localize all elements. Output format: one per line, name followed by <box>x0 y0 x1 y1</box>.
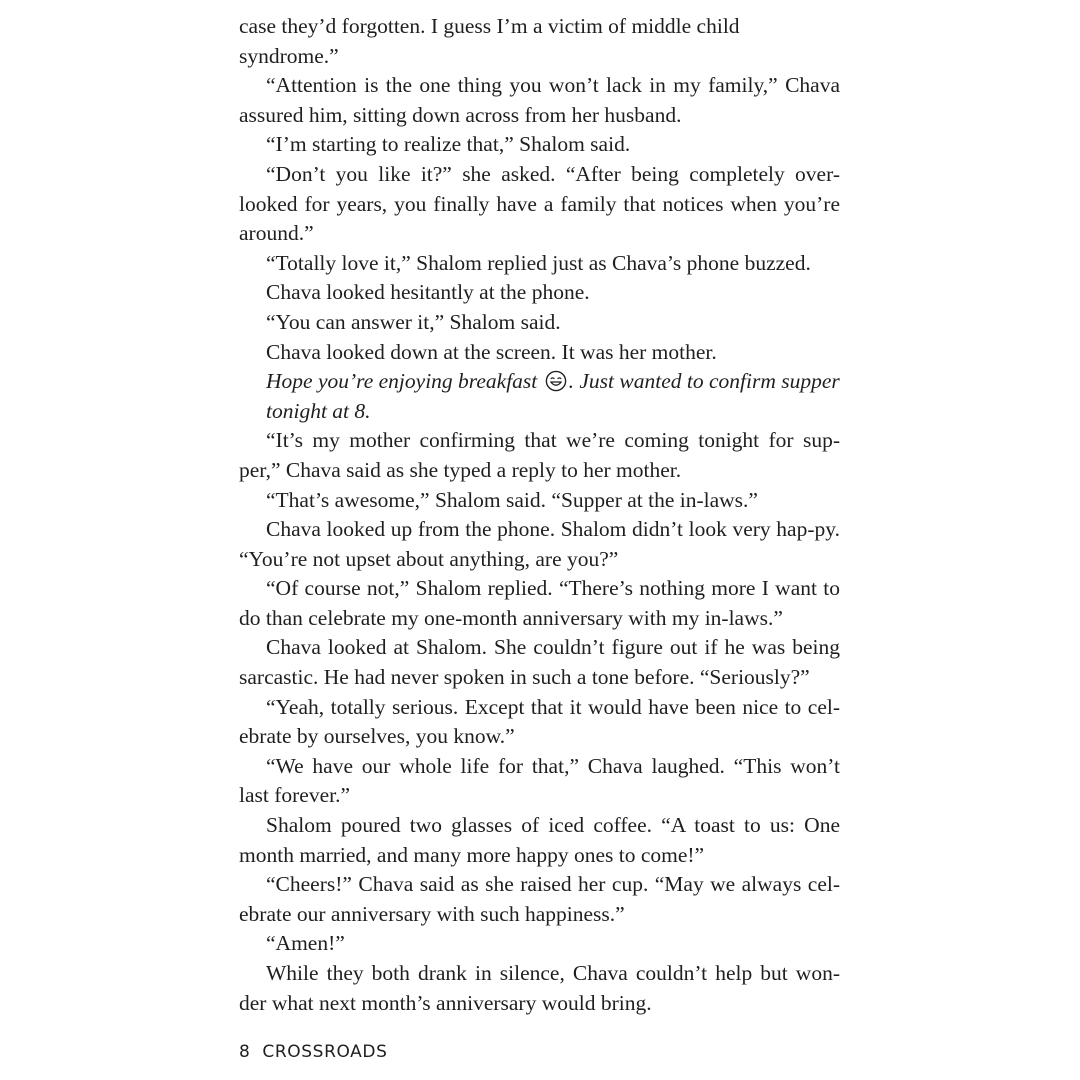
paragraph-6: Chava looked hesitantly at the phone. <box>266 280 590 305</box>
paragraph-17: “Cheers!” Chava said as she raised her cup. “May we always cel-ebrate our anniversary with such happiness.” <box>239 872 840 926</box>
paragraph-14: “Yeah, totally serious. Except that it would have been nice to cel-ebrate by ourselves, you know.” <box>239 694 840 749</box>
paragraph-19: While they both drank in silence, Chava couldn’t help but won-der what next month’s anniversary would bring. <box>239 961 840 1015</box>
paragraph-10: “That’s awesome,” Shalom said. “Supper at the in-laws.” <box>266 487 758 512</box>
page-footer <box>239 1042 387 1062</box>
paragraph-8: Chava looked down at the screen. It was her mother. <box>266 339 717 364</box>
text-message <box>266 367 840 426</box>
paragraph-12: “Of course not,” Shalom replied. “There’s nothing more I want to do than celebrate my one-month anniversary with my in-laws.” <box>239 576 840 630</box>
paragraph-16: Shalom poured two glasses of iced coffee. “A toast to us: One month married, and many more happy ones to come!” <box>239 813 840 867</box>
paragraph-18: “Amen!” <box>266 931 345 956</box>
book-title: CROSSROADS <box>262 1042 388 1062</box>
paragraph-7: “You can answer it,” Shalom said. <box>266 309 561 334</box>
paragraph-11: Chava looked up from the phone. Shalom didn’t look very hap-py. “You’re not upset about anything, are you?” <box>239 517 840 571</box>
paragraph-1: case they’d forgotten. I guess I’m a victim of middle child syndrome.” <box>239 14 740 68</box>
book-page-text <box>239 12 840 1018</box>
paragraph-4: “Don’t you like it?” she asked. “After being completely over-looked for years, you finally have a family that notices when you’re around.” <box>239 161 840 246</box>
paragraph-13: Chava looked at Shalom. She couldn’t figure out if he was being sarcastic. He had never spoken in such a tone before. “Seriously?” <box>239 635 840 690</box>
paragraph-9: “It’s my mother confirming that we’re coming tonight for sup-per,” Chava said as she typed a reply to her mother. <box>239 428 840 482</box>
paragraph-15: “We have our whole life for that,” Chava laughed. “This won’t last forever.” <box>239 753 840 808</box>
paragraph-5: “Totally love it,” Shalom replied just as Chava’s phone buzzed. <box>266 250 811 275</box>
message-text-after-emoji: . Just wanted to confirm supper tonight at 8. <box>266 369 840 423</box>
page-number: 8 <box>239 1042 251 1062</box>
message-text-before-emoji: Hope you’re enjoying breakfast <box>266 369 538 394</box>
paragraph-2: “Attention is the one thing you won’t lack in my family,” Chava assured him, sitting down across from her husband. <box>239 73 840 127</box>
smiling-face-icon <box>545 370 567 392</box>
paragraph-3: “I’m starting to realize that,” Shalom said. <box>266 132 631 157</box>
